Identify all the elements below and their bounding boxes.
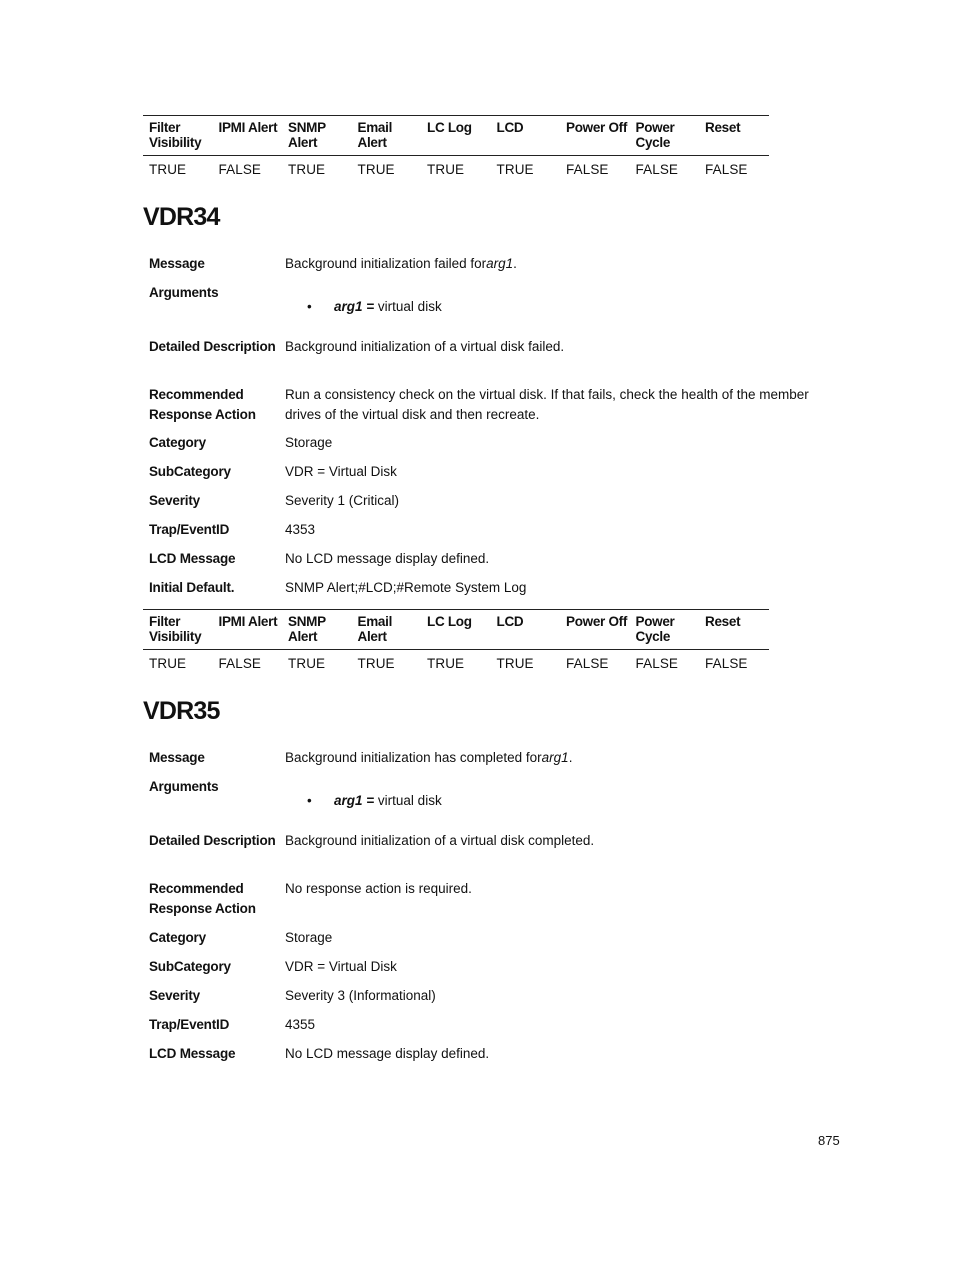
value-recommended-response-action: Run a consistency check on the virtual disk. If that fails, check the health of the member drives of the virtual disk and then recreate. — [285, 387, 809, 422]
row-subcategory — [149, 957, 839, 986]
header-lcd: LCD — [496, 614, 524, 629]
label-category: Category — [149, 435, 206, 450]
list-item — [285, 791, 839, 811]
value-detailed-description: Background initialization of a virtual disk failed. — [285, 339, 565, 354]
cell-lcd: TRUE — [496, 162, 534, 177]
header-snmp-alert: SNMP Alert — [288, 614, 326, 644]
value-recommended-response-action: No response action is required. — [285, 881, 472, 896]
section-title-vdr35: VDR35 — [143, 697, 220, 725]
label-recommended-response-action: Recommended Response Action — [149, 881, 256, 916]
label-trap-event-id: Trap/EventID — [149, 1017, 230, 1032]
bullet-icon: • — [307, 299, 312, 314]
row-arguments — [149, 283, 839, 337]
section-title-vdr34: VDR34 — [143, 203, 220, 231]
cell-power-cycle: FALSE — [635, 162, 679, 177]
cell-reset: FALSE — [705, 656, 748, 671]
value-subcategory: VDR = Virtual Disk — [285, 464, 397, 479]
row-arguments — [149, 777, 839, 831]
header-filter-visibility: Filter Visibility — [149, 614, 202, 644]
row-subcategory — [149, 462, 839, 491]
value-lcd-message: No LCD message display defined. — [285, 551, 490, 566]
label-arguments: Arguments — [149, 285, 219, 300]
header-lc-log: LC Log — [427, 120, 472, 135]
header-power-cycle: Power Cycle — [635, 120, 675, 150]
value-subcategory: VDR = Virtual Disk — [285, 959, 397, 974]
cell-snmp-alert: TRUE — [288, 162, 326, 177]
label-category: Category — [149, 930, 206, 945]
row-recommended-response-action — [149, 879, 839, 928]
row-lcd-message — [149, 549, 839, 578]
row-message — [149, 748, 839, 777]
value-message: Background initialization failed forarg1. — [285, 256, 517, 271]
value-message: Background initialization has completed forarg1. — [285, 750, 573, 765]
label-message: Message — [149, 750, 205, 765]
filter-table-vdr34 — [143, 609, 769, 679]
row-severity — [149, 491, 839, 520]
value-category: Storage — [285, 930, 333, 945]
cell-snmp-alert: TRUE — [288, 656, 326, 671]
header-ipmi-alert: IPMI Alert — [218, 120, 278, 135]
cell-lc-log: TRUE — [427, 656, 465, 671]
page-number: 875 — [818, 1133, 840, 1148]
header-reset: Reset — [705, 120, 741, 135]
value-trap-event-id: 4355 — [285, 1017, 316, 1032]
value-category: Storage — [285, 435, 333, 450]
cell-ipmi-alert: FALSE — [218, 162, 262, 177]
header-filter-visibility: Filter Visibility — [149, 120, 202, 150]
row-trap-event-id — [149, 520, 839, 549]
label-trap-event-id: Trap/EventID — [149, 522, 230, 537]
vdr34-details — [149, 254, 839, 602]
row-category — [149, 433, 839, 462]
label-severity: Severity — [149, 493, 200, 508]
row-initial-default — [149, 578, 839, 602]
cell-reset: FALSE — [705, 162, 748, 177]
value-severity: Severity 1 (Critical) — [285, 493, 400, 508]
row-recommended-response-action — [149, 385, 839, 433]
header-lc-log: LC Log — [427, 614, 472, 629]
value-arguments — [285, 777, 839, 831]
filter-table-top — [143, 115, 769, 185]
cell-filter-visibility: TRUE — [149, 656, 187, 671]
filter-table-header — [143, 116, 769, 156]
table-row — [143, 156, 769, 185]
row-severity — [149, 986, 839, 1015]
value-severity: Severity 3 (Informational) — [285, 988, 436, 1003]
value-detailed-description: Background initialization of a virtual disk completed. — [285, 833, 595, 848]
argument-name: arg1 = — [334, 793, 375, 808]
cell-email-alert: TRUE — [357, 656, 395, 671]
label-recommended-response-action: Recommended Response Action — [149, 387, 256, 422]
header-email-alert: Email Alert — [357, 614, 393, 644]
label-lcd-message: LCD Message — [149, 551, 236, 566]
row-detailed-description — [149, 337, 839, 385]
argument-value: virtual disk — [377, 299, 442, 314]
label-message: Message — [149, 256, 205, 271]
value-lcd-message: No LCD message display defined. — [285, 1046, 490, 1061]
bullet-icon: • — [307, 793, 312, 808]
row-message — [149, 254, 839, 283]
label-subcategory: SubCategory — [149, 959, 231, 974]
value-initial-default: SNMP Alert;#LCD;#Remote System Log — [285, 580, 527, 595]
value-trap-event-id: 4353 — [285, 522, 316, 537]
label-subcategory: SubCategory — [149, 464, 231, 479]
table-row — [143, 650, 769, 679]
cell-power-cycle: FALSE — [635, 656, 679, 671]
header-power-cycle: Power Cycle — [635, 614, 675, 644]
argument-name: arg1 = — [334, 299, 375, 314]
header-lcd: LCD — [496, 120, 524, 135]
row-detailed-description — [149, 831, 839, 879]
list-item — [285, 297, 839, 317]
label-initial-default: Initial Default. — [149, 580, 235, 595]
row-trap-event-id — [149, 1015, 839, 1044]
header-power-off: Power Off — [566, 614, 628, 629]
label-lcd-message: LCD Message — [149, 1046, 236, 1061]
filter-table-header — [143, 610, 769, 650]
header-ipmi-alert: IPMI Alert — [218, 614, 278, 629]
label-arguments: Arguments — [149, 779, 219, 794]
vdr35-details — [149, 748, 839, 1068]
header-snmp-alert: SNMP Alert — [288, 120, 326, 150]
cell-lc-log: TRUE — [427, 162, 465, 177]
cell-email-alert: TRUE — [357, 162, 395, 177]
cell-power-off: FALSE — [566, 162, 609, 177]
argument-value: virtual disk — [377, 793, 442, 808]
header-power-off: Power Off — [566, 120, 628, 135]
cell-filter-visibility: TRUE — [149, 162, 187, 177]
cell-lcd: TRUE — [496, 656, 534, 671]
cell-power-off: FALSE — [566, 656, 609, 671]
row-category — [149, 928, 839, 957]
cell-ipmi-alert: FALSE — [218, 656, 262, 671]
label-detailed-description: Detailed Description — [149, 833, 276, 848]
row-lcd-message — [149, 1044, 839, 1068]
header-email-alert: Email Alert — [357, 120, 393, 150]
header-reset: Reset — [705, 614, 741, 629]
label-severity: Severity — [149, 988, 200, 1003]
value-arguments — [285, 283, 839, 337]
label-detailed-description: Detailed Description — [149, 339, 276, 354]
